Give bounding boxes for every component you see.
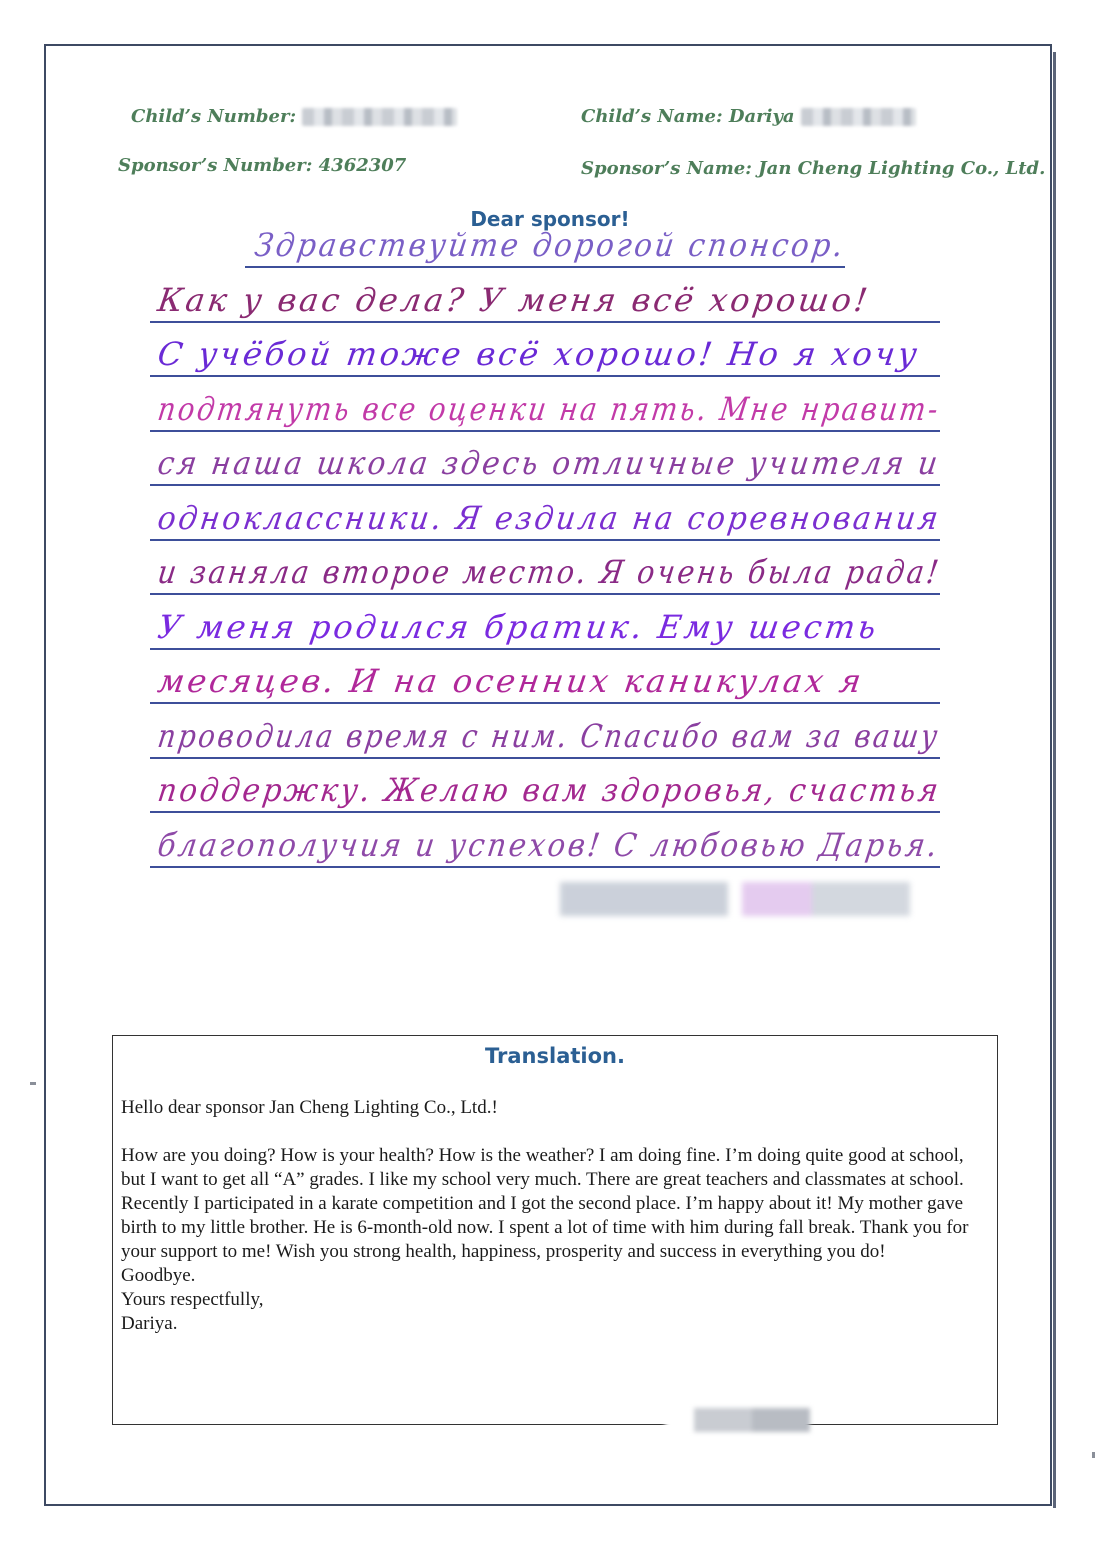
handwritten-line: благополучия и успехов! С любовью Дарья. — [155, 825, 943, 864]
ruled-line — [150, 648, 940, 650]
child-name-field — [581, 106, 916, 127]
translation-title: Translation. — [485, 1044, 625, 1068]
sponsor-name: Sponsor’s Name: Jan Cheng Lighting Co., Ltd. — [581, 158, 1046, 179]
handwritten-line: Здравствуйте дорогой спонсор. — [252, 226, 849, 264]
ruled-line — [245, 266, 845, 268]
ruled-line — [150, 430, 940, 432]
translation-box — [112, 1035, 998, 1425]
translation-closing-2: Yours respectfully, — [121, 1289, 264, 1310]
ruled-line — [150, 539, 940, 541]
scan-mark — [1092, 1452, 1095, 1458]
child-number-field — [131, 106, 457, 127]
ruled-line — [150, 375, 940, 377]
handwritten-line: У меня родился братик. Ему шесть — [155, 607, 882, 646]
handwritten-line: и заняла второе место. Я очень была рада! — [155, 553, 944, 591]
ruled-line — [150, 757, 940, 759]
scan-mark — [30, 1082, 36, 1085]
handwritten-line: поддержку. Желаю вам здоровья, счастья — [155, 771, 944, 809]
handwritten-line: С учёбой тоже всё хорошо! Но я хочу — [155, 335, 923, 373]
translation-salutation: Hello dear sponsor Jan Cheng Lighting Co., Ltd.! — [121, 1097, 498, 1118]
ruled-line — [150, 811, 940, 813]
translation-signature: Dariya. — [121, 1313, 178, 1334]
ruled-line — [150, 321, 940, 323]
ruled-line — [150, 702, 940, 704]
handwritten-line: Как у вас дела? У меня всё хорошо! — [155, 280, 873, 319]
handwritten-line: подтянуть все оценки на пять. Мне нравит- — [155, 389, 943, 428]
translation-closing-1: Goodbye. — [121, 1265, 196, 1286]
redacted-child-surname — [801, 108, 916, 126]
handwritten-line: одноклассники. Я ездила на соревнования — [155, 498, 944, 537]
letter-greeting: Dear sponsor! — [470, 207, 630, 231]
redacted-footer — [665, 1408, 810, 1432]
sponsor-number: Sponsor’s Number: 4362307 — [118, 155, 407, 176]
ruled-line — [150, 593, 940, 595]
handwritten-line: проводила время с ним. Спасибо вам за вашу — [155, 716, 943, 755]
redacted-signature — [560, 882, 910, 916]
child-name-label: Child’s Name: Dariya — [581, 106, 795, 127]
translation-text — [121, 1096, 981, 1336]
handwritten-line: ся наша школа здесь отличные учителя и — [155, 444, 943, 482]
redacted-child-number — [302, 108, 457, 126]
child-number-label: Child’s Number: — [131, 106, 297, 127]
ruled-line — [150, 866, 940, 868]
handwritten-line: месяцев. И на осенних каникулах я — [155, 662, 867, 700]
translation-body: How are you doing? How is your health? How is the weather? I am doing fine. I’m doing quite good at school, but I want to get all “A” grades. I like my school very much. There are great teachers and classmates at school. Recently I participated in a karate competition and I got the second place. I’m happy about it! My mother gave birth to my little brother. He is 6-month-old now. I spent a lot of time with him during fall break. Thank you for your support to me! Wish you strong health, happiness, prosperity and success in everything you do! — [121, 1145, 969, 1262]
ruled-line — [150, 484, 940, 486]
